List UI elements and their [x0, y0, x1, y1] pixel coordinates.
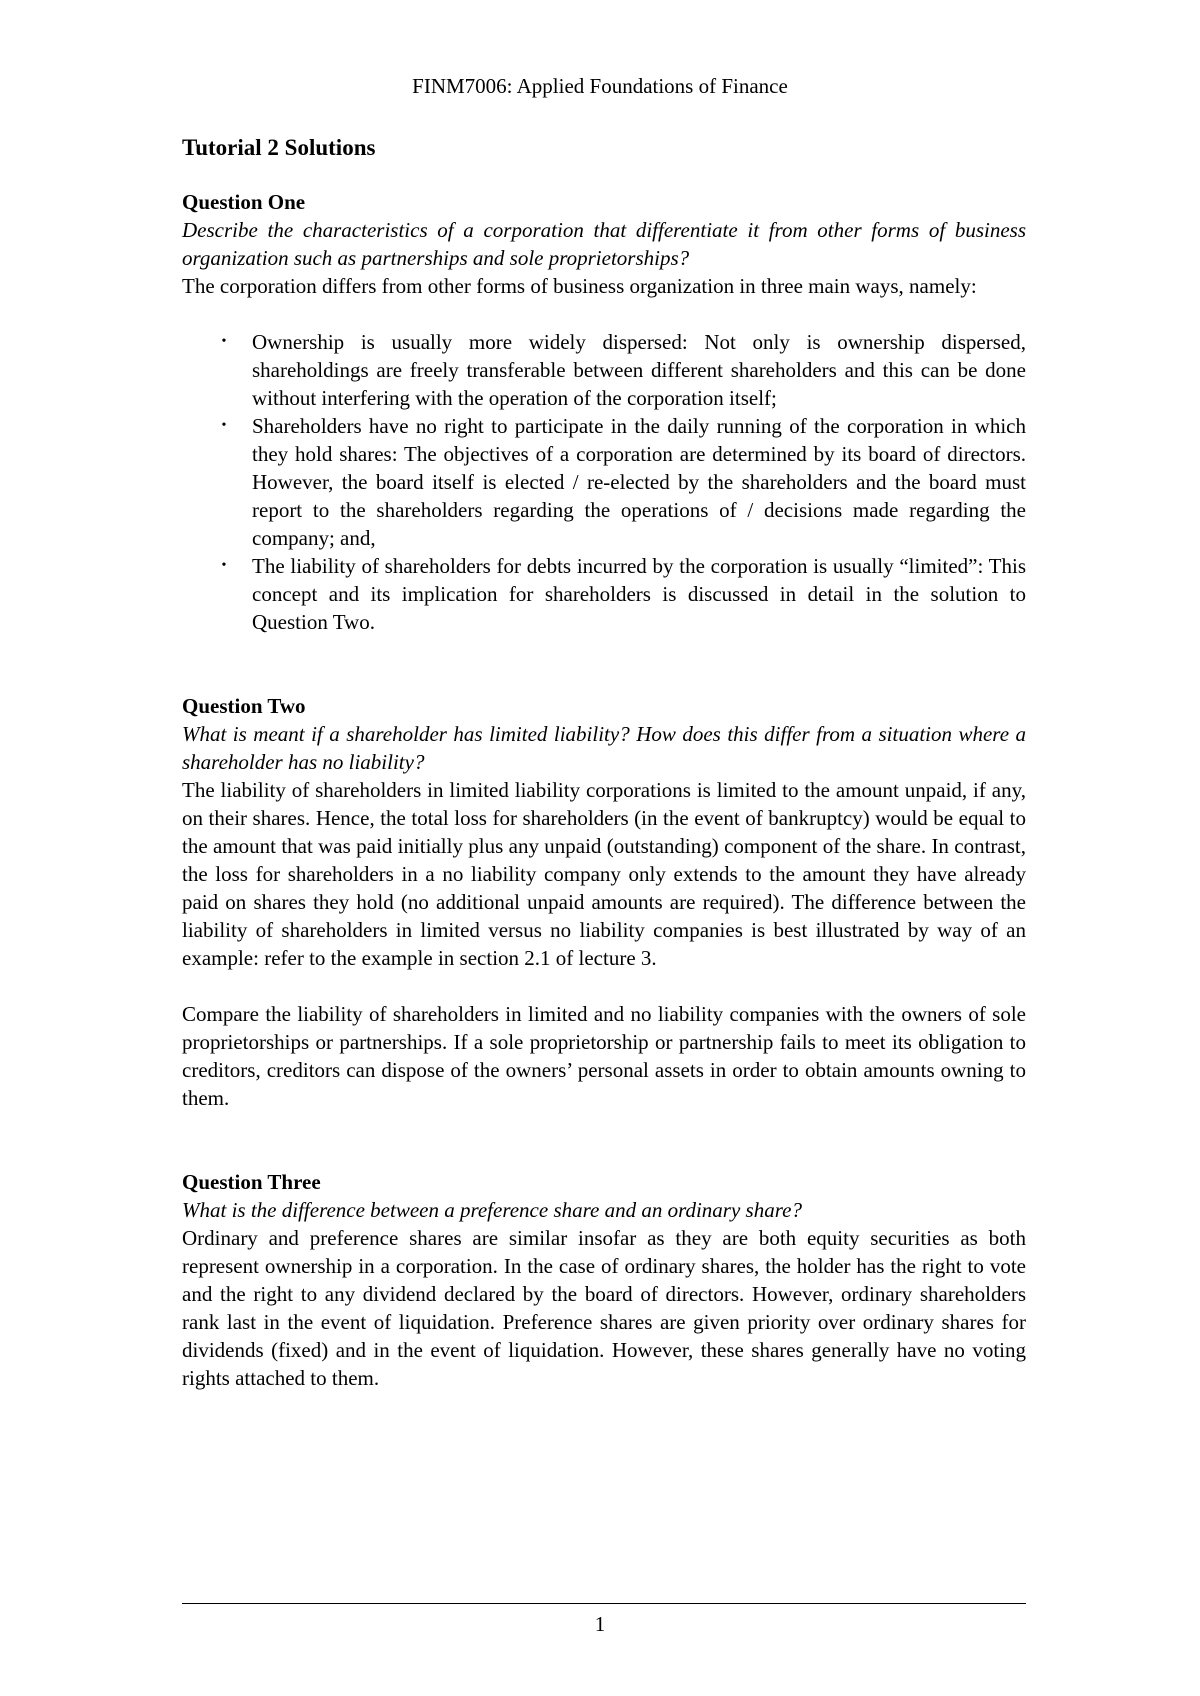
- question-three-section: [182, 1168, 1026, 1392]
- question-one-bullet-list: [182, 328, 1026, 636]
- running-header: FINM7006: Applied Foundations of Finance: [412, 74, 788, 98]
- bullet-icon: •: [221, 558, 227, 573]
- document-body: [182, 132, 1026, 1420]
- bullet-icon: •: [221, 418, 227, 433]
- list-item: [182, 552, 1026, 636]
- question-two-heading: Question Two: [182, 694, 306, 718]
- question-three-answer-paragraph: Ordinary and preference shares are similar insofar as they are both equity securities as both represent ownership in a corporation. In the case of ordinary shares, the holder has the right to vote and the right to any dividend declared by the board of directors. However, ordinary shareholders rank last in the event of liquidation. Preference shares are given priority over ordinary shares for dividends (fixed) and in the event of liquidation. However, these shares generally have no voting rights attached to them.: [182, 1226, 1026, 1390]
- question-two-answer-paragraph: The liability of shareholders in limited liability corporations is limited to the amount unpaid, if any, on their shares. Hence, the total loss for shareholders (in the event of bankruptcy) would be equal to the amount that was paid initially plus any unpaid (outstanding) component of the share. In contrast, the loss for shareholders in a no liability company only extends to the amount they have already paid on shares they hold (no additional unpaid amounts are required). The difference between the liability of shareholders in limited versus no liability companies is best illustrated by way of an example: refer to the example in section 2.1 of lecture 3.: [182, 778, 1026, 970]
- section-spacer: [182, 664, 1026, 692]
- list-item-text: Ownership is usually more widely dispersed: Not only is ownership dispersed, shareholdings are freely transferable between different shareholders and this can be done without interfering with the operation of the corporation itself;: [252, 330, 1026, 410]
- section-spacer: [182, 1140, 1026, 1168]
- question-one-heading: Question One: [182, 190, 306, 214]
- page-number: 1: [594, 1612, 606, 1636]
- question-two-prompt: What is meant if a shareholder has limited liability? How does this differ from a situation where a shareholder has no liability?: [182, 722, 1026, 774]
- list-item: [182, 328, 1026, 412]
- footer-divider: [182, 1603, 1026, 1604]
- question-two-answer-paragraph: Compare the liability of shareholders in limited and no liability companies with the owners of sole proprietorships or partnerships. If a sole proprietorship or partnership fails to meet its obligation to creditors, creditors can dispose of the owners’ personal assets in order to obtain amounts owning to them.: [182, 1002, 1026, 1110]
- page-title: Tutorial 2 Solutions: [182, 135, 376, 160]
- question-one-intro: The corporation differs from other forms of business organization in three main ways, namely:: [182, 274, 977, 298]
- question-three-heading: Question Three: [182, 1170, 321, 1194]
- list-item-text: Shareholders have no right to participate in the daily running of the corporation in which they hold shares: The objectives of a corporation are determined by its board of directors. However, the board itself is elected / re-elected by the shareholders and the board must report to the shareholders regarding the operations of / decisions made regarding the company; and,: [252, 414, 1026, 550]
- question-two-section: [182, 692, 1026, 1112]
- question-one-section: [182, 188, 1026, 636]
- list-item: [182, 412, 1026, 552]
- question-one-prompt: Describe the characteristics of a corporation that differentiate it from other forms of business organization such as partnerships and sole proprietorships?: [182, 218, 1026, 270]
- bullet-icon: •: [221, 334, 227, 349]
- list-item-text: The liability of shareholders for debts incurred by the corporation is usually “limited”: This concept and its implication for shareholders is discussed in detail in the solution to Question Two.: [252, 554, 1026, 634]
- question-three-prompt: What is the difference between a preference share and an ordinary share?: [182, 1198, 802, 1222]
